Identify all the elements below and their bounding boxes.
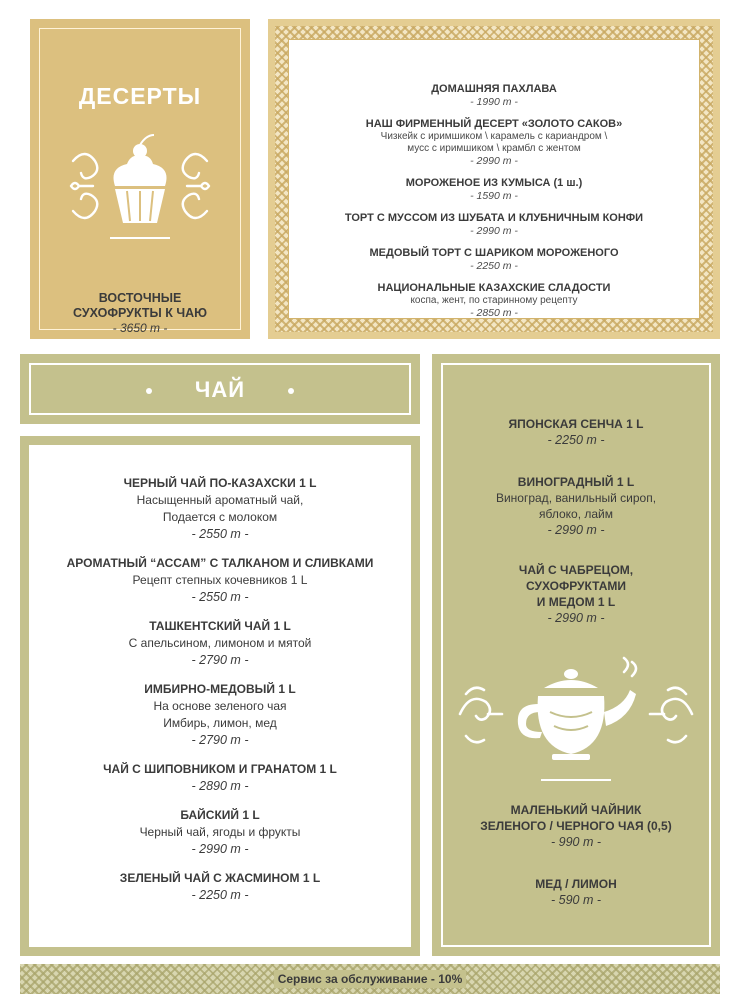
tea-right-panel xyxy=(432,354,720,956)
item-price: - 2990 т - xyxy=(547,611,605,625)
item-description: Насыщенный ароматный чай, xyxy=(136,493,304,507)
dessert-item xyxy=(289,117,699,168)
item-name: ЯПОНСКАЯ СЕНЧА 1 L xyxy=(508,417,644,431)
item-name: СУХОФРУКТАМИ xyxy=(525,579,627,593)
item-name: ЧАЙ С ШИПОВНИКОМ И ГРАНАТОМ 1 L xyxy=(103,762,337,776)
tea-item xyxy=(432,416,720,448)
tea-item xyxy=(432,562,720,626)
item-description: Чизкейк с иримшиком \ карамель с кариандром \ xyxy=(380,131,608,142)
item-description: Подается с молоком xyxy=(162,510,278,524)
item-price: - 2250 т - xyxy=(547,433,605,447)
item-name: БАЙСКИЙ 1 L xyxy=(180,808,260,822)
item-price: - 2250 т - xyxy=(191,888,249,902)
item-description: С апельсином, лимоном и мятой xyxy=(128,636,312,650)
item-name: МАЛЕНЬКИЙ ЧАЙНИК xyxy=(510,803,642,817)
dessert-title-panel xyxy=(30,19,250,339)
item-price: - 2790 т - xyxy=(191,653,249,667)
dessert-list-frame xyxy=(288,39,700,319)
item-name: МОРОЖЕНОЕ ИЗ КУМЫСА (1 ш.) xyxy=(405,177,583,189)
tea-items xyxy=(29,475,411,916)
dessert-item xyxy=(289,281,699,320)
tea-item xyxy=(29,618,411,669)
item-price: - 2990 т - xyxy=(470,225,518,237)
item-name: НАЦИОНАЛЬНЫЕ КАЗАХСКИЕ СЛАДОСТИ xyxy=(377,282,611,294)
tea-list-frame xyxy=(29,445,411,947)
featured-dessert-name xyxy=(30,291,250,321)
item-description: мусс с иримшиком \ крамбл с жентом xyxy=(407,143,581,154)
item-description: коспа, жент, по старинному рецепту xyxy=(410,295,578,306)
dessert-items xyxy=(289,82,699,328)
item-name: ЗЕЛЕНЫЙ ЧАЙ С ЖАСМИНОМ 1 L xyxy=(119,871,321,885)
dessert-item xyxy=(289,176,699,203)
item-description: Рецепт степных кочевников 1 L xyxy=(132,573,308,587)
item-name: ИМБИРНО-МЕДОВЫЙ 1 L xyxy=(144,682,296,696)
tea-item xyxy=(432,802,720,850)
item-description: Имбирь, лимон, мед xyxy=(163,716,277,730)
item-price: - 2990 т - xyxy=(470,155,518,167)
tea-item xyxy=(29,761,411,795)
featured-name-line: ВОСТОЧНЫЕ xyxy=(98,291,182,305)
item-price: - 2250 т - xyxy=(470,260,518,272)
tea-item xyxy=(29,475,411,543)
item-price: - 2550 т - xyxy=(191,590,249,604)
item-price: - 2790 т - xyxy=(191,733,249,747)
teapot-icon xyxy=(454,654,698,774)
item-name: ТАШКЕНТСКИЙ ЧАЙ 1 L xyxy=(149,619,291,633)
item-name: И МЕДОМ 1 L xyxy=(536,595,616,609)
item-price: - 2890 т - xyxy=(191,779,249,793)
tea-title-panel xyxy=(20,354,420,424)
item-name: МЕД / ЛИМОН xyxy=(535,877,617,891)
decorative-dot xyxy=(288,388,294,394)
item-name: ВИНОГРАДНЫЙ 1 L xyxy=(517,475,635,489)
tea-list-panel xyxy=(20,436,420,956)
item-description: Черный чай, ягоды и фрукты xyxy=(139,825,301,839)
item-name: ЗЕЛЕНОГО / ЧЕРНОГО ЧАЯ (0,5) xyxy=(480,819,672,833)
item-name: АРОМАТНЫЙ “АССАМ” С ТАЛКАНОМ И СЛИВКАМИ xyxy=(66,556,374,570)
item-name: ТОРТ С МУССОМ ИЗ ШУБАТА И КЛУБНИЧНЫМ КОНФИ xyxy=(344,212,644,224)
item-price: - 1990 т - xyxy=(470,96,518,108)
cupcake-icon xyxy=(65,131,215,241)
featured-dessert-price: - 3650 т - xyxy=(112,321,168,335)
item-description: яблоко, лайм xyxy=(539,507,613,521)
dessert-list-panel xyxy=(268,19,720,339)
footer-band xyxy=(20,964,720,994)
tea-item xyxy=(29,555,411,606)
item-price: - 990 т - xyxy=(550,835,601,849)
item-name: ДОМАШНЯЯ ПАХЛАВА xyxy=(431,83,557,95)
featured-name-line: СУХОФРУКТЫ К ЧАЮ xyxy=(72,306,208,320)
divider xyxy=(110,237,170,239)
tea-item xyxy=(29,870,411,904)
item-price: - 590 т - xyxy=(550,893,601,907)
item-price: - 2990 т - xyxy=(191,842,249,856)
item-name: ЧАЙ С ЧАБРЕЦОМ, xyxy=(518,563,634,577)
tea-item xyxy=(432,474,720,538)
item-price: - 2550 т - xyxy=(191,527,249,541)
service-charge-note: Сервис за обслуживание - 10% xyxy=(277,972,463,986)
item-description: На основе зеленого чая xyxy=(153,699,287,713)
dessert-heading: ДЕСЕРТЫ xyxy=(78,83,202,109)
item-price: - 2850 т - xyxy=(470,307,518,319)
item-name: НАШ ФИРМЕННЫЙ ДЕСЕРТ «ЗОЛОТО САКОВ» xyxy=(365,118,623,130)
item-name: ЧЕРНЫЙ ЧАЙ ПО-КАЗАХСКИ 1 L xyxy=(123,476,317,490)
dessert-item xyxy=(289,82,699,109)
tea-heading: ЧАЙ xyxy=(194,377,246,402)
item-name: МЕДОВЫЙ ТОРТ С ШАРИКОМ МОРОЖЕНОГО xyxy=(369,247,619,259)
item-price: - 2990 т - xyxy=(547,523,605,537)
tea-item xyxy=(432,876,720,908)
dessert-item xyxy=(289,246,699,273)
dessert-item xyxy=(289,211,699,238)
item-description: Виноград, ванильный сироп, xyxy=(495,491,657,505)
tea-item xyxy=(29,681,411,749)
tea-item xyxy=(29,807,411,858)
divider xyxy=(541,779,611,781)
item-price: - 1590 т - xyxy=(470,190,518,202)
